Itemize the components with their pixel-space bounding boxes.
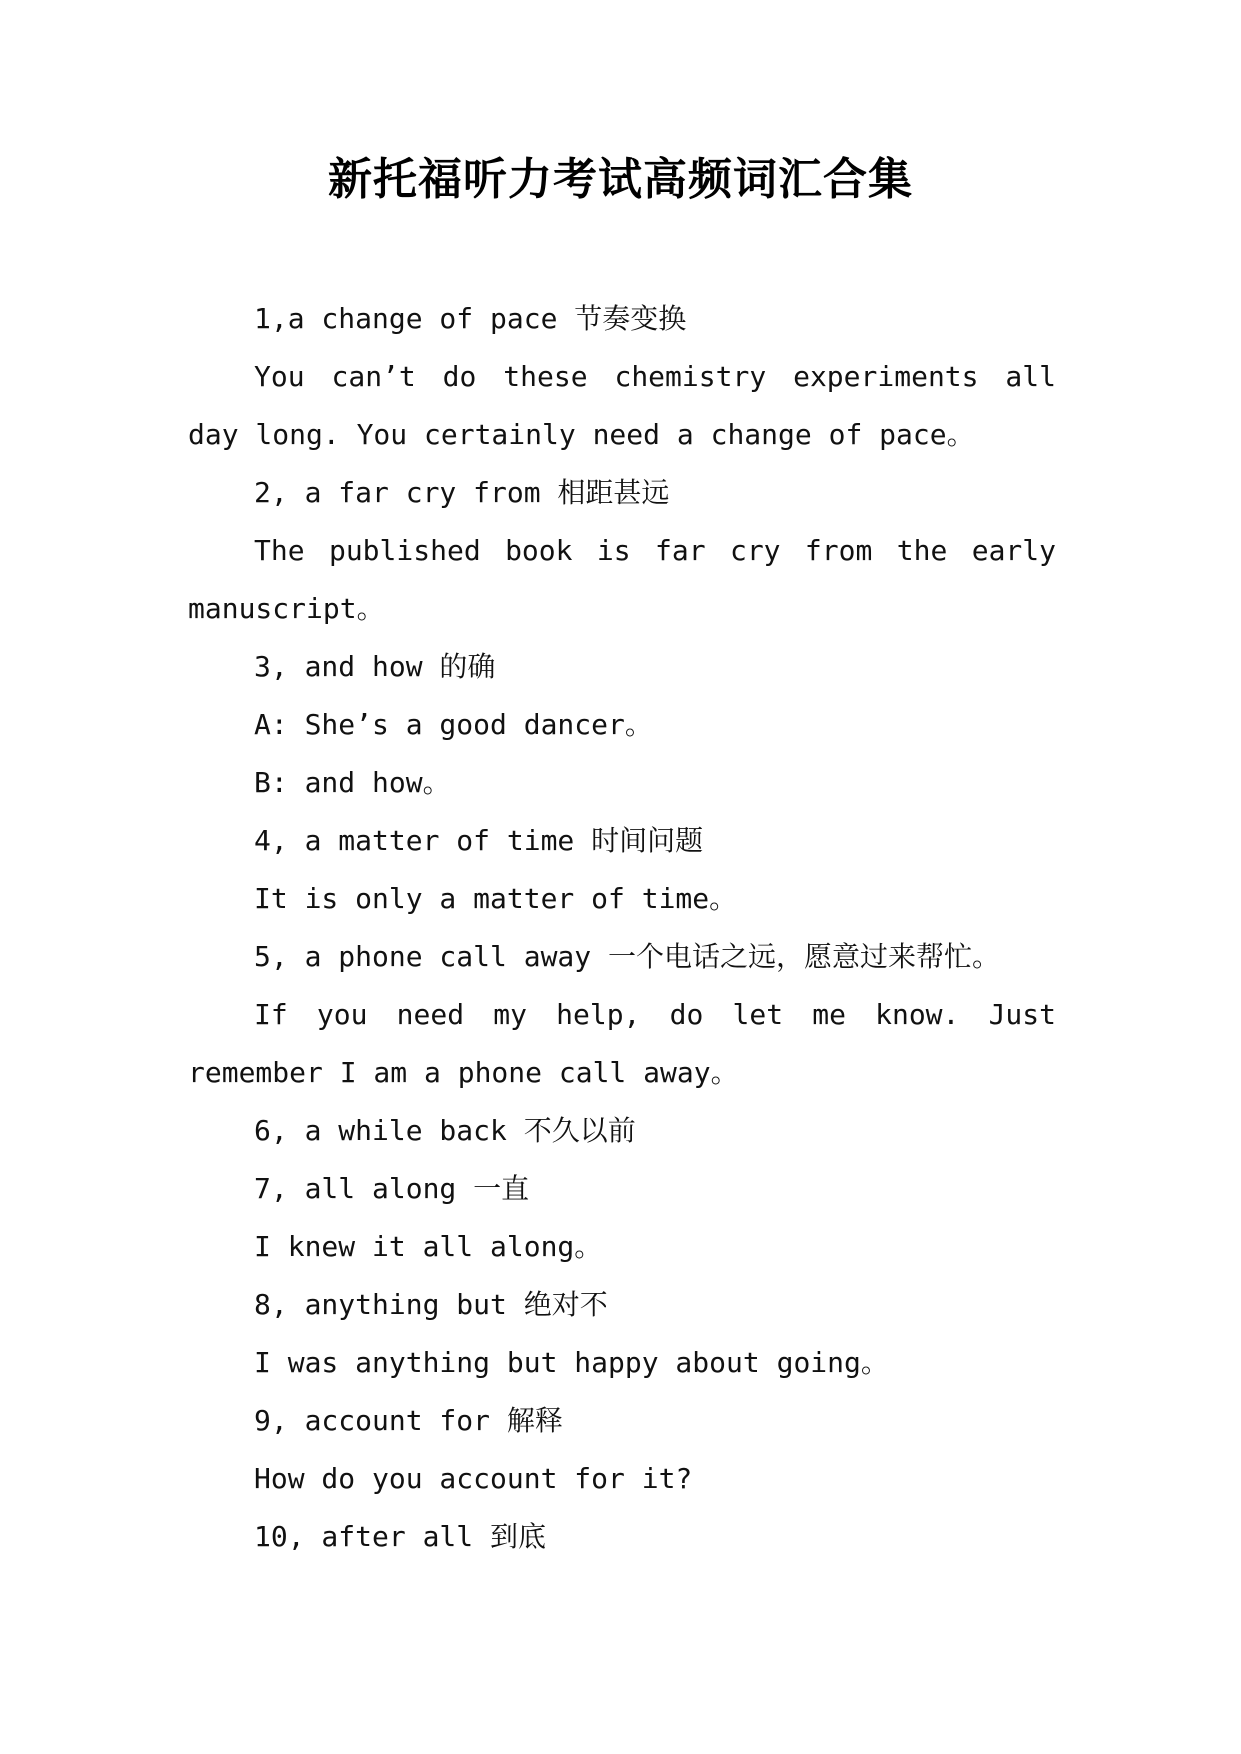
- example-sentence: The published book is far cry from the early manuscript。: [188, 534, 1056, 625]
- entry-heading: 4, a matter of time 时间问题: [254, 824, 704, 857]
- entry-heading: 7, all along 一直: [254, 1172, 530, 1205]
- example-sentence: I was anything but happy about going。: [254, 1346, 889, 1379]
- entry-heading: 2, a far cry from 相距甚远: [254, 476, 670, 509]
- example-sentence: How do you account for it?: [254, 1462, 693, 1495]
- entry-heading: 5, a phone call away 一个电话之远，愿意过来帮忙。: [254, 940, 1001, 973]
- entry-heading: 6, a while back 不久以前: [254, 1114, 636, 1147]
- example-sentence: I knew it all along。: [254, 1230, 603, 1263]
- entry-heading: 9, account for 解释: [254, 1404, 563, 1437]
- document-body: [188, 290, 1056, 1566]
- example-sentence: A: She’s a good dancer。: [254, 708, 653, 741]
- example-sentence: If you need my help, do let me know. Just remember I am a phone call away。: [188, 998, 1056, 1089]
- entry-heading: 8, anything but 绝对不: [254, 1288, 608, 1321]
- example-sentence: You can’t do these chemistry experiments all day long. You certainly need a change of pace。: [188, 360, 1056, 451]
- entry-heading: 10, after all 到底: [254, 1520, 547, 1553]
- document-title: 新托福听力考试高频词汇合集: [328, 154, 913, 205]
- entry-heading: 1,a change of pace 节奏变换: [254, 302, 687, 335]
- entry-heading: 3, and how 的确: [254, 650, 496, 683]
- example-sentence: B: and how。: [254, 766, 451, 799]
- example-sentence: It is only a matter of time。: [254, 882, 738, 915]
